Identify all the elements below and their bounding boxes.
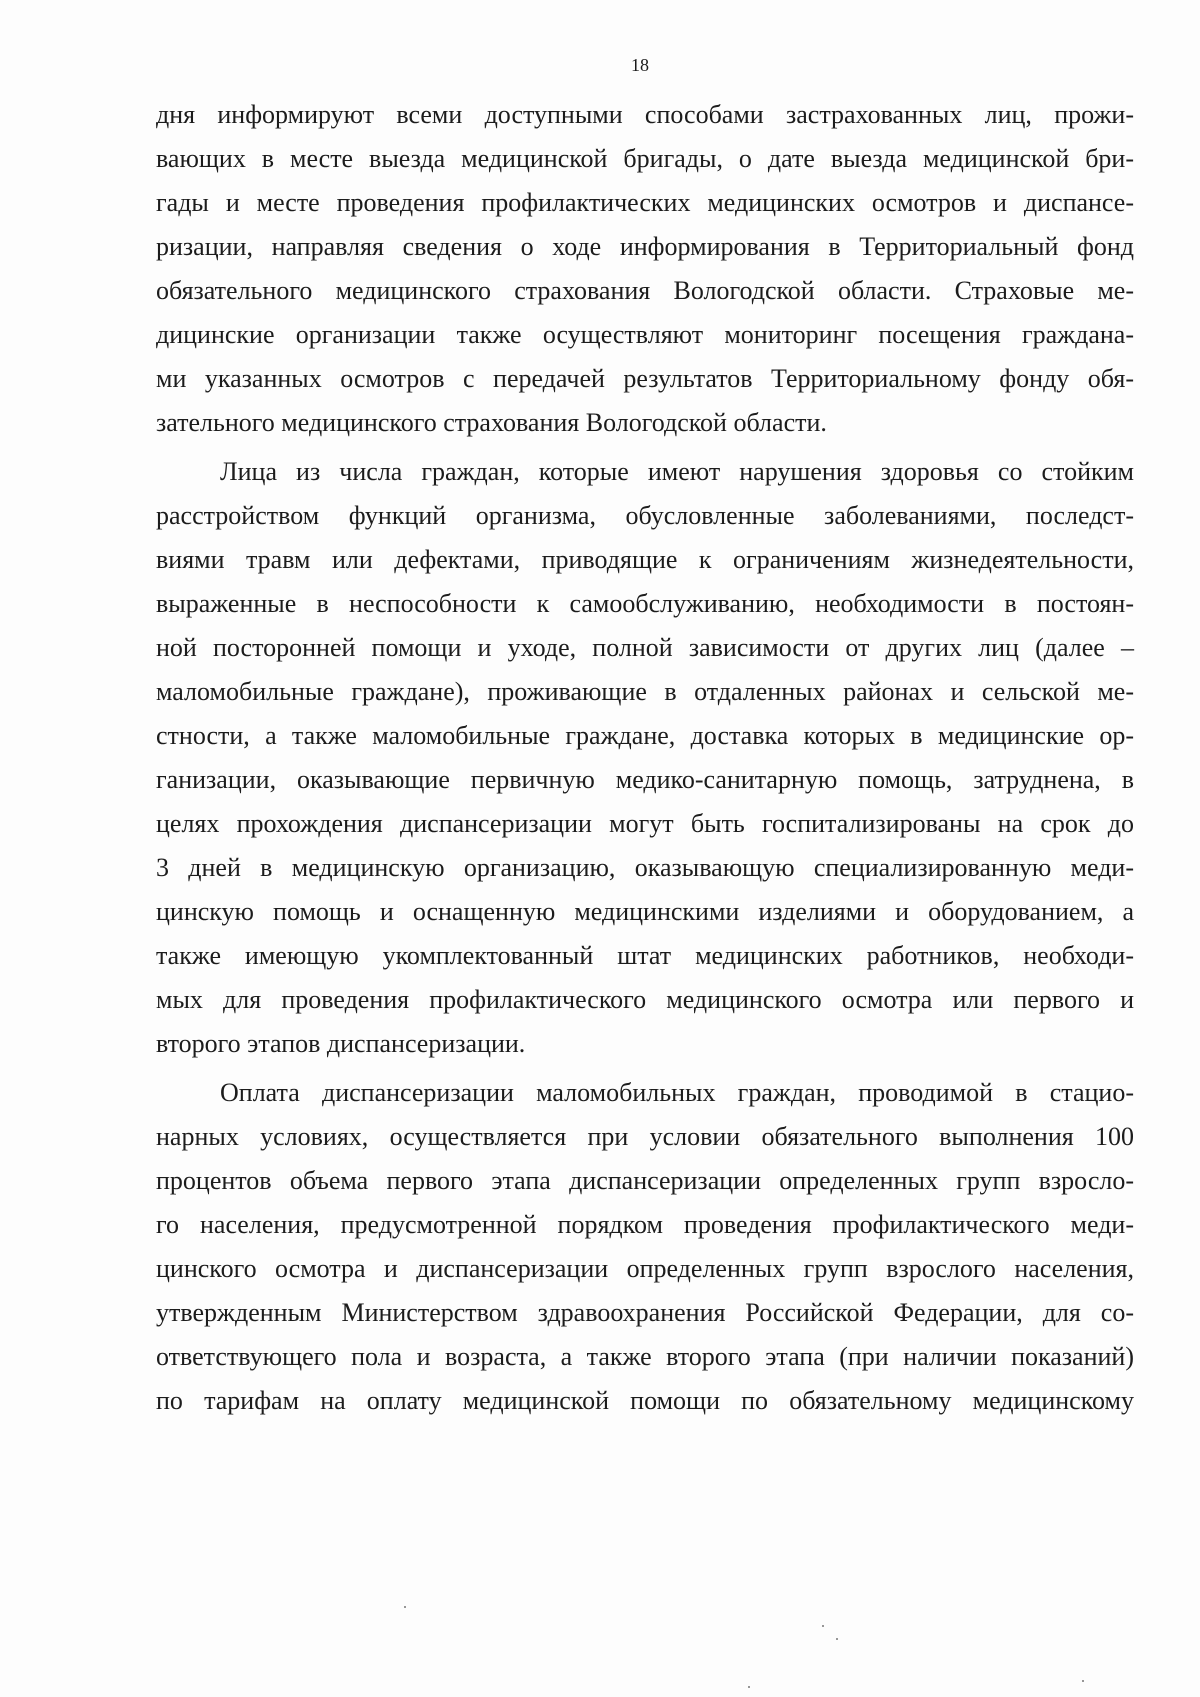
scan-speck [748, 1686, 750, 1688]
text-line: выраженные в неспособности к самообслуживанию, необходимости в постоян- [156, 589, 1134, 618]
scan-speck [822, 1625, 824, 1627]
text-line: цинскую помощь и оснащенную медицинскими изделиями и оборудованием, а [156, 897, 1134, 926]
text-line: целях прохождения диспансеризации могут быть госпитализированы на срок до [156, 809, 1134, 838]
text-line: цинского осмотра и диспансеризации определенных групп взрослого населения, [156, 1254, 1134, 1283]
text-line: го населения, предусмотренной порядком проведения профилактического меди- [156, 1210, 1134, 1239]
text-line: Оплата диспансеризации маломобильных граждан, проводимой в стацио- [220, 1078, 1134, 1107]
scan-speck [1082, 1680, 1084, 1682]
text-line: расстройством функций организма, обусловленные заболеваниями, последст- [156, 501, 1134, 530]
text-line: утвержденным Министерством здравоохранения Российской Федерации, для со- [156, 1298, 1134, 1327]
text-line: ганизации, оказывающие первичную медико-санитарную помощь, затруднена, в [156, 765, 1134, 794]
text-line: мых для проведения профилактического медицинского осмотра или первого и [156, 985, 1134, 1014]
text-line: нарных условиях, осуществляется при условии обязательного выполнения 100 [156, 1122, 1134, 1151]
text-line: зательного медицинского страхования Вологодской области. [156, 408, 827, 437]
scan-speck [404, 1606, 406, 1608]
text-line: Лица из числа граждан, которые имеют нарушения здоровья со стойким [220, 457, 1134, 486]
text-line: обязательного медицинского страхования Вологодской области. Страховые ме- [156, 276, 1134, 305]
text-line: также имеющую укомплектованный штат медицинских работников, необходи- [156, 941, 1134, 970]
text-line: по тарифам на оплату медицинской помощи по обязательному медицинскому [156, 1386, 1134, 1415]
text-line: вающих в месте выезда медицинской бригады, о дате выезда медицинской бри- [156, 144, 1134, 173]
text-line: процентов объема первого этапа диспансеризации определенных групп взросло- [156, 1166, 1134, 1195]
text-line: стности, а также маломобильные граждане, доставка которых в медицинские ор- [156, 721, 1134, 750]
text-line: ризации, направляя сведения о ходе информирования в Территориальный фонд [156, 232, 1134, 261]
text-line: дицинские организации также осуществляют мониторинг посещения граждана- [156, 320, 1134, 349]
text-line: 3 дней в медицинскую организацию, оказывающую специализированную меди- [156, 853, 1134, 882]
text-line: ответствующего пола и возраста, а также второго этапа (при наличии показаний) [156, 1342, 1134, 1371]
text-line: гады и месте проведения профилактических медицинских осмотров и диспансе- [156, 188, 1134, 217]
text-line: дня информируют всеми доступными способами застрахованных лиц, прожи- [156, 100, 1134, 129]
text-line: ной посторонней помощи и уходе, полной зависимости от других лиц (далее – [156, 633, 1134, 662]
text-line: маломобильные граждане), проживающие в отдаленных районах и сельской ме- [156, 677, 1134, 706]
scan-speck [836, 1638, 838, 1640]
page-number: 18 [631, 55, 649, 75]
text-line: виями травм или дефектами, приводящие к ограничениям жизнедеятельности, [156, 545, 1134, 574]
text-line: второго этапов диспансеризации. [156, 1029, 526, 1058]
text-line: ми указанных осмотров с передачей результатов Территориальному фонду обя- [156, 364, 1134, 393]
